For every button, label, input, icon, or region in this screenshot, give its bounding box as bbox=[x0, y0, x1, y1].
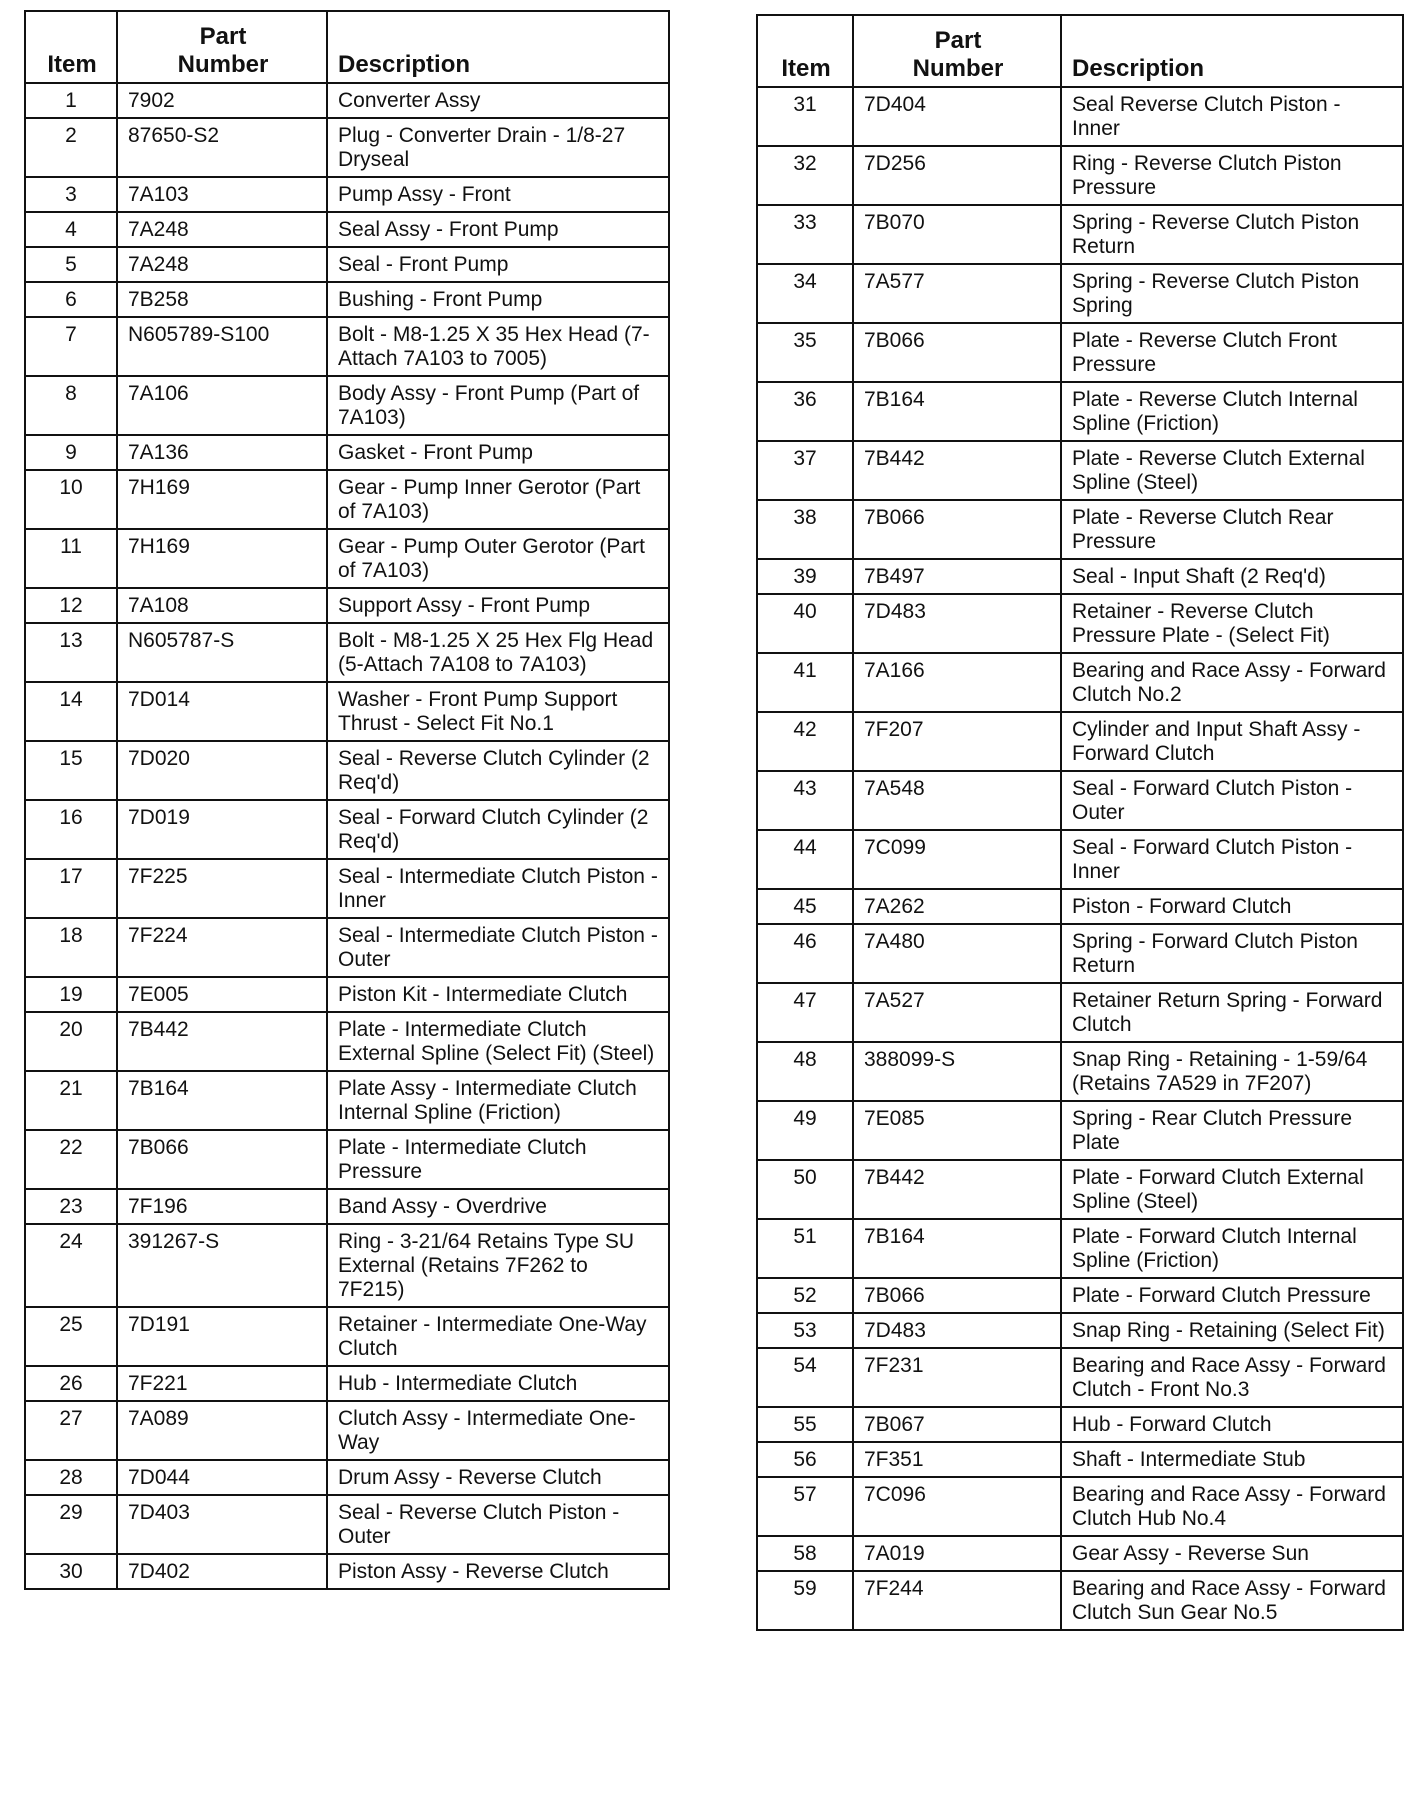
parts-table-left bbox=[24, 10, 670, 1590]
part-number-cell: 7C096 bbox=[853, 1477, 1061, 1536]
table-row bbox=[757, 146, 1403, 205]
description-cell: Hub - Intermediate Clutch bbox=[327, 1366, 669, 1401]
part-number-cell: N605787-S bbox=[117, 623, 327, 682]
table-row bbox=[757, 1477, 1403, 1536]
part-number-cell: 7A548 bbox=[853, 771, 1061, 830]
item-cell: 33 bbox=[757, 205, 853, 264]
item-cell: 56 bbox=[757, 1442, 853, 1477]
part-number-cell: 7H169 bbox=[117, 470, 327, 529]
table-row bbox=[25, 177, 669, 212]
item-cell: 11 bbox=[25, 529, 117, 588]
item-cell: 47 bbox=[757, 983, 853, 1042]
item-cell: 27 bbox=[25, 1401, 117, 1460]
table-row bbox=[757, 559, 1403, 594]
description-cell: Bearing and Race Assy - Forward Clutch No.2 bbox=[1061, 653, 1403, 712]
part-number-header-line2: Number bbox=[912, 55, 1004, 82]
table-row bbox=[25, 1460, 669, 1495]
table-row bbox=[757, 1407, 1403, 1442]
description-cell: Bolt - M8-1.25 X 35 Hex Head (7-Attach 7A103 to 7005) bbox=[327, 317, 669, 376]
table-row bbox=[25, 918, 669, 977]
description-cell: Piston - Forward Clutch bbox=[1061, 889, 1403, 924]
parts-table-right bbox=[756, 14, 1404, 1631]
table-row bbox=[757, 205, 1403, 264]
part-number-cell: 7C099 bbox=[853, 830, 1061, 889]
item-cell: 40 bbox=[757, 594, 853, 653]
table-row bbox=[757, 1278, 1403, 1313]
description-cell: Snap Ring - Retaining (Select Fit) bbox=[1061, 1313, 1403, 1348]
table-row bbox=[25, 529, 669, 588]
table-row bbox=[757, 830, 1403, 889]
description-cell: Washer - Front Pump Support Thrust - Select Fit No.1 bbox=[327, 682, 669, 741]
table-row bbox=[757, 889, 1403, 924]
part-number-cell: 7B258 bbox=[117, 282, 327, 317]
part-number-cell: 7902 bbox=[117, 83, 327, 118]
item-cell: 44 bbox=[757, 830, 853, 889]
description-cell: Gear Assy - Reverse Sun bbox=[1061, 1536, 1403, 1571]
description-cell: Plate - Intermediate Clutch Pressure bbox=[327, 1130, 669, 1189]
item-cell: 53 bbox=[757, 1313, 853, 1348]
part-number-cell: 7B442 bbox=[853, 1160, 1061, 1219]
part-number-cell: 7A136 bbox=[117, 435, 327, 470]
description-cell: Spring - Rear Clutch Pressure Plate bbox=[1061, 1101, 1403, 1160]
item-cell: 46 bbox=[757, 924, 853, 983]
item-cell: 59 bbox=[757, 1571, 853, 1630]
description-cell: Bushing - Front Pump bbox=[327, 282, 669, 317]
part-number-cell: 7B067 bbox=[853, 1407, 1061, 1442]
description-cell: Plate - Forward Clutch Pressure bbox=[1061, 1278, 1403, 1313]
part-number-cell: 7B066 bbox=[853, 323, 1061, 382]
description-column-header: Description bbox=[1061, 15, 1403, 87]
table-row bbox=[25, 682, 669, 741]
description-cell: Plug - Converter Drain - 1/8-27 Dryseal bbox=[327, 118, 669, 177]
item-cell: 28 bbox=[25, 1460, 117, 1495]
part-number-cell: 7A480 bbox=[853, 924, 1061, 983]
part-number-column-header bbox=[853, 15, 1061, 87]
table-row bbox=[757, 1313, 1403, 1348]
description-column-header: Description bbox=[327, 11, 669, 83]
part-number-cell: 7D483 bbox=[853, 594, 1061, 653]
description-cell: Spring - Reverse Clutch Piston Spring bbox=[1061, 264, 1403, 323]
item-cell: 50 bbox=[757, 1160, 853, 1219]
description-cell: Seal - Intermediate Clutch Piston - Inner bbox=[327, 859, 669, 918]
part-number-cell: 7B066 bbox=[853, 1278, 1061, 1313]
table-row bbox=[757, 1042, 1403, 1101]
table-row bbox=[757, 983, 1403, 1042]
part-number-cell: 7F196 bbox=[117, 1189, 327, 1224]
table-row bbox=[757, 594, 1403, 653]
part-number-cell: 7B164 bbox=[853, 1219, 1061, 1278]
item-cell: 22 bbox=[25, 1130, 117, 1189]
item-cell: 29 bbox=[25, 1495, 117, 1554]
part-number-cell: 7A577 bbox=[853, 264, 1061, 323]
item-cell: 41 bbox=[757, 653, 853, 712]
description-cell: Bearing and Race Assy - Forward Clutch Hub No.4 bbox=[1061, 1477, 1403, 1536]
table-row bbox=[25, 1401, 669, 1460]
description-cell: Bearing and Race Assy - Forward Clutch - Front No.3 bbox=[1061, 1348, 1403, 1407]
item-cell: 55 bbox=[757, 1407, 853, 1442]
part-number-cell: 7D402 bbox=[117, 1554, 327, 1589]
part-number-header-line1: Part bbox=[199, 23, 247, 50]
table-row bbox=[25, 247, 669, 282]
table-row bbox=[25, 1130, 669, 1189]
item-cell: 14 bbox=[25, 682, 117, 741]
description-cell: Converter Assy bbox=[327, 83, 669, 118]
table-header-row bbox=[25, 11, 669, 83]
description-cell: Seal - Forward Clutch Cylinder (2 Req'd) bbox=[327, 800, 669, 859]
item-cell: 16 bbox=[25, 800, 117, 859]
item-cell: 37 bbox=[757, 441, 853, 500]
item-cell: 15 bbox=[25, 741, 117, 800]
part-number-cell: 7F351 bbox=[853, 1442, 1061, 1477]
item-cell: 8 bbox=[25, 376, 117, 435]
part-number-cell: 7F207 bbox=[853, 712, 1061, 771]
description-cell: Cylinder and Input Shaft Assy - Forward Clutch bbox=[1061, 712, 1403, 771]
item-cell: 31 bbox=[757, 87, 853, 146]
table-row bbox=[757, 1101, 1403, 1160]
part-number-cell: 7D483 bbox=[853, 1313, 1061, 1348]
description-cell: Seal Assy - Front Pump bbox=[327, 212, 669, 247]
part-number-cell: 7D019 bbox=[117, 800, 327, 859]
part-number-cell: 7D044 bbox=[117, 1460, 327, 1495]
table-row bbox=[757, 1160, 1403, 1219]
part-number-cell: 7B066 bbox=[117, 1130, 327, 1189]
part-number-cell: 7B164 bbox=[117, 1071, 327, 1130]
part-number-cell: 7D020 bbox=[117, 741, 327, 800]
item-cell: 43 bbox=[757, 771, 853, 830]
part-number-cell: 7D404 bbox=[853, 87, 1061, 146]
table-row bbox=[25, 470, 669, 529]
description-cell: Clutch Assy - Intermediate One-Way bbox=[327, 1401, 669, 1460]
description-cell: Gear - Pump Outer Gerotor (Part of 7A103) bbox=[327, 529, 669, 588]
description-cell: Retainer - Intermediate One-Way Clutch bbox=[327, 1307, 669, 1366]
table-row bbox=[25, 588, 669, 623]
table-row bbox=[25, 977, 669, 1012]
part-number-cell: 7A248 bbox=[117, 247, 327, 282]
item-cell: 21 bbox=[25, 1071, 117, 1130]
table-row bbox=[25, 435, 669, 470]
part-number-cell: 7B070 bbox=[853, 205, 1061, 264]
item-cell: 6 bbox=[25, 282, 117, 317]
table-row bbox=[25, 1189, 669, 1224]
description-cell: Piston Assy - Reverse Clutch bbox=[327, 1554, 669, 1589]
item-cell: 2 bbox=[25, 118, 117, 177]
table-row bbox=[757, 264, 1403, 323]
table-row bbox=[757, 1348, 1403, 1407]
item-cell: 45 bbox=[757, 889, 853, 924]
table-row bbox=[25, 376, 669, 435]
part-number-cell: 7F224 bbox=[117, 918, 327, 977]
item-cell: 36 bbox=[757, 382, 853, 441]
item-cell: 5 bbox=[25, 247, 117, 282]
description-cell: Plate - Reverse Clutch Rear Pressure bbox=[1061, 500, 1403, 559]
part-number-column-header bbox=[117, 11, 327, 83]
description-cell: Seal - Input Shaft (2 Req'd) bbox=[1061, 559, 1403, 594]
table-row bbox=[757, 87, 1403, 146]
part-number-cell: 7D191 bbox=[117, 1307, 327, 1366]
table-row bbox=[757, 382, 1403, 441]
item-cell: 52 bbox=[757, 1278, 853, 1313]
description-cell: Seal - Forward Clutch Piston - Inner bbox=[1061, 830, 1403, 889]
description-cell: Plate - Reverse Clutch External Spline (Steel) bbox=[1061, 441, 1403, 500]
part-number-header-line2: Number bbox=[177, 51, 269, 78]
item-cell: 57 bbox=[757, 1477, 853, 1536]
table-row bbox=[25, 800, 669, 859]
part-number-cell: 7H169 bbox=[117, 529, 327, 588]
description-cell: Seal - Front Pump bbox=[327, 247, 669, 282]
part-number-cell: 7F231 bbox=[853, 1348, 1061, 1407]
table-row bbox=[25, 1071, 669, 1130]
description-cell: Piston Kit - Intermediate Clutch bbox=[327, 977, 669, 1012]
item-cell: 38 bbox=[757, 500, 853, 559]
item-cell: 26 bbox=[25, 1366, 117, 1401]
item-cell: 12 bbox=[25, 588, 117, 623]
table-row bbox=[757, 653, 1403, 712]
part-number-cell: 7A248 bbox=[117, 212, 327, 247]
item-cell: 9 bbox=[25, 435, 117, 470]
description-cell: Gear - Pump Inner Gerotor (Part of 7A103) bbox=[327, 470, 669, 529]
table-row bbox=[757, 323, 1403, 382]
description-cell: Retainer - Reverse Clutch Pressure Plate - (Select Fit) bbox=[1061, 594, 1403, 653]
table-row bbox=[25, 1554, 669, 1589]
item-cell: 17 bbox=[25, 859, 117, 918]
part-number-cell: 7A527 bbox=[853, 983, 1061, 1042]
parts-table-left-body bbox=[25, 83, 669, 1589]
item-cell: 7 bbox=[25, 317, 117, 376]
part-number-cell: 7B164 bbox=[853, 382, 1061, 441]
table-row bbox=[25, 623, 669, 682]
table-row bbox=[25, 1012, 669, 1071]
description-cell: Spring - Forward Clutch Piston Return bbox=[1061, 924, 1403, 983]
part-number-header-line1: Part bbox=[934, 27, 982, 54]
description-cell: Snap Ring - Retaining - 1-59/64 (Retains 7A529 in 7F207) bbox=[1061, 1042, 1403, 1101]
description-cell: Hub - Forward Clutch bbox=[1061, 1407, 1403, 1442]
description-cell: Ring - 3-21/64 Retains Type SU External (Retains 7F262 to 7F215) bbox=[327, 1224, 669, 1307]
item-cell: 39 bbox=[757, 559, 853, 594]
table-row bbox=[25, 741, 669, 800]
part-number-cell: 7E085 bbox=[853, 1101, 1061, 1160]
description-cell: Retainer Return Spring - Forward Clutch bbox=[1061, 983, 1403, 1042]
item-cell: 4 bbox=[25, 212, 117, 247]
item-cell: 24 bbox=[25, 1224, 117, 1307]
part-number-cell: 7B066 bbox=[853, 500, 1061, 559]
item-cell: 51 bbox=[757, 1219, 853, 1278]
part-number-cell: 7D403 bbox=[117, 1495, 327, 1554]
table-row bbox=[757, 712, 1403, 771]
table-row bbox=[25, 282, 669, 317]
table-row bbox=[25, 317, 669, 376]
description-cell: Shaft - Intermediate Stub bbox=[1061, 1442, 1403, 1477]
table-row bbox=[25, 1307, 669, 1366]
table-row bbox=[757, 500, 1403, 559]
item-cell: 30 bbox=[25, 1554, 117, 1589]
description-cell: Drum Assy - Reverse Clutch bbox=[327, 1460, 669, 1495]
description-cell: Plate - Intermediate Clutch External Spline (Select Fit) (Steel) bbox=[327, 1012, 669, 1071]
table-row bbox=[757, 924, 1403, 983]
description-cell: Seal - Reverse Clutch Piston - Outer bbox=[327, 1495, 669, 1554]
description-cell: Plate - Reverse Clutch Internal Spline (Friction) bbox=[1061, 382, 1403, 441]
part-number-cell: 7B442 bbox=[117, 1012, 327, 1071]
description-cell: Plate - Reverse Clutch Front Pressure bbox=[1061, 323, 1403, 382]
item-cell: 42 bbox=[757, 712, 853, 771]
table-row bbox=[25, 212, 669, 247]
part-number-cell: 7A103 bbox=[117, 177, 327, 212]
description-cell: Ring - Reverse Clutch Piston Pressure bbox=[1061, 146, 1403, 205]
part-number-cell: 7F244 bbox=[853, 1571, 1061, 1630]
table-row bbox=[757, 1219, 1403, 1278]
part-number-cell: 7F225 bbox=[117, 859, 327, 918]
table-row bbox=[25, 859, 669, 918]
part-number-cell: 7A089 bbox=[117, 1401, 327, 1460]
part-number-cell: 7A262 bbox=[853, 889, 1061, 924]
item-cell: 35 bbox=[757, 323, 853, 382]
table-row bbox=[25, 1495, 669, 1554]
part-number-cell: 7A108 bbox=[117, 588, 327, 623]
item-column-header: Item bbox=[757, 15, 853, 87]
item-cell: 25 bbox=[25, 1307, 117, 1366]
description-cell: Pump Assy - Front bbox=[327, 177, 669, 212]
description-cell: Plate Assy - Intermediate Clutch Internal Spline (Friction) bbox=[327, 1071, 669, 1130]
description-cell: Support Assy - Front Pump bbox=[327, 588, 669, 623]
description-cell: Band Assy - Overdrive bbox=[327, 1189, 669, 1224]
item-cell: 23 bbox=[25, 1189, 117, 1224]
description-cell: Plate - Forward Clutch Internal Spline (Friction) bbox=[1061, 1219, 1403, 1278]
description-cell: Seal - Intermediate Clutch Piston - Outer bbox=[327, 918, 669, 977]
part-number-cell: 7F221 bbox=[117, 1366, 327, 1401]
part-number-cell: 388099-S bbox=[853, 1042, 1061, 1101]
item-cell: 19 bbox=[25, 977, 117, 1012]
table-row bbox=[25, 1224, 669, 1307]
item-cell: 3 bbox=[25, 177, 117, 212]
description-cell: Bolt - M8-1.25 X 25 Hex Flg Head (5-Attach 7A108 to 7A103) bbox=[327, 623, 669, 682]
description-cell: Seal Reverse Clutch Piston - Inner bbox=[1061, 87, 1403, 146]
item-column-header: Item bbox=[25, 11, 117, 83]
part-number-cell: 7B497 bbox=[853, 559, 1061, 594]
part-number-cell: 391267-S bbox=[117, 1224, 327, 1307]
part-number-cell: 7E005 bbox=[117, 977, 327, 1012]
parts-table-right-body bbox=[757, 87, 1403, 1630]
table-row bbox=[25, 1366, 669, 1401]
description-cell: Gasket - Front Pump bbox=[327, 435, 669, 470]
description-cell: Spring - Reverse Clutch Piston Return bbox=[1061, 205, 1403, 264]
table-row bbox=[25, 83, 669, 118]
item-cell: 32 bbox=[757, 146, 853, 205]
part-number-cell: N605789-S100 bbox=[117, 317, 327, 376]
item-cell: 20 bbox=[25, 1012, 117, 1071]
part-number-cell: 7D256 bbox=[853, 146, 1061, 205]
item-cell: 18 bbox=[25, 918, 117, 977]
description-cell: Seal - Reverse Clutch Cylinder (2 Req'd) bbox=[327, 741, 669, 800]
table-header-row bbox=[757, 15, 1403, 87]
part-number-cell: 7A019 bbox=[853, 1536, 1061, 1571]
part-number-cell: 7D014 bbox=[117, 682, 327, 741]
item-cell: 10 bbox=[25, 470, 117, 529]
item-cell: 13 bbox=[25, 623, 117, 682]
table-row bbox=[757, 1571, 1403, 1630]
table-row bbox=[757, 441, 1403, 500]
description-cell: Plate - Forward Clutch External Spline (Steel) bbox=[1061, 1160, 1403, 1219]
item-cell: 49 bbox=[757, 1101, 853, 1160]
table-row bbox=[25, 118, 669, 177]
description-cell: Bearing and Race Assy - Forward Clutch Sun Gear No.5 bbox=[1061, 1571, 1403, 1630]
part-number-cell: 87650-S2 bbox=[117, 118, 327, 177]
table-row bbox=[757, 771, 1403, 830]
part-number-cell: 7B442 bbox=[853, 441, 1061, 500]
description-cell: Seal - Forward Clutch Piston - Outer bbox=[1061, 771, 1403, 830]
item-cell: 34 bbox=[757, 264, 853, 323]
part-number-cell: 7A166 bbox=[853, 653, 1061, 712]
description-cell: Body Assy - Front Pump (Part of 7A103) bbox=[327, 376, 669, 435]
item-cell: 54 bbox=[757, 1348, 853, 1407]
item-cell: 48 bbox=[757, 1042, 853, 1101]
part-number-cell: 7A106 bbox=[117, 376, 327, 435]
item-cell: 1 bbox=[25, 83, 117, 118]
table-row bbox=[757, 1536, 1403, 1571]
table-row bbox=[757, 1442, 1403, 1477]
item-cell: 58 bbox=[757, 1536, 853, 1571]
